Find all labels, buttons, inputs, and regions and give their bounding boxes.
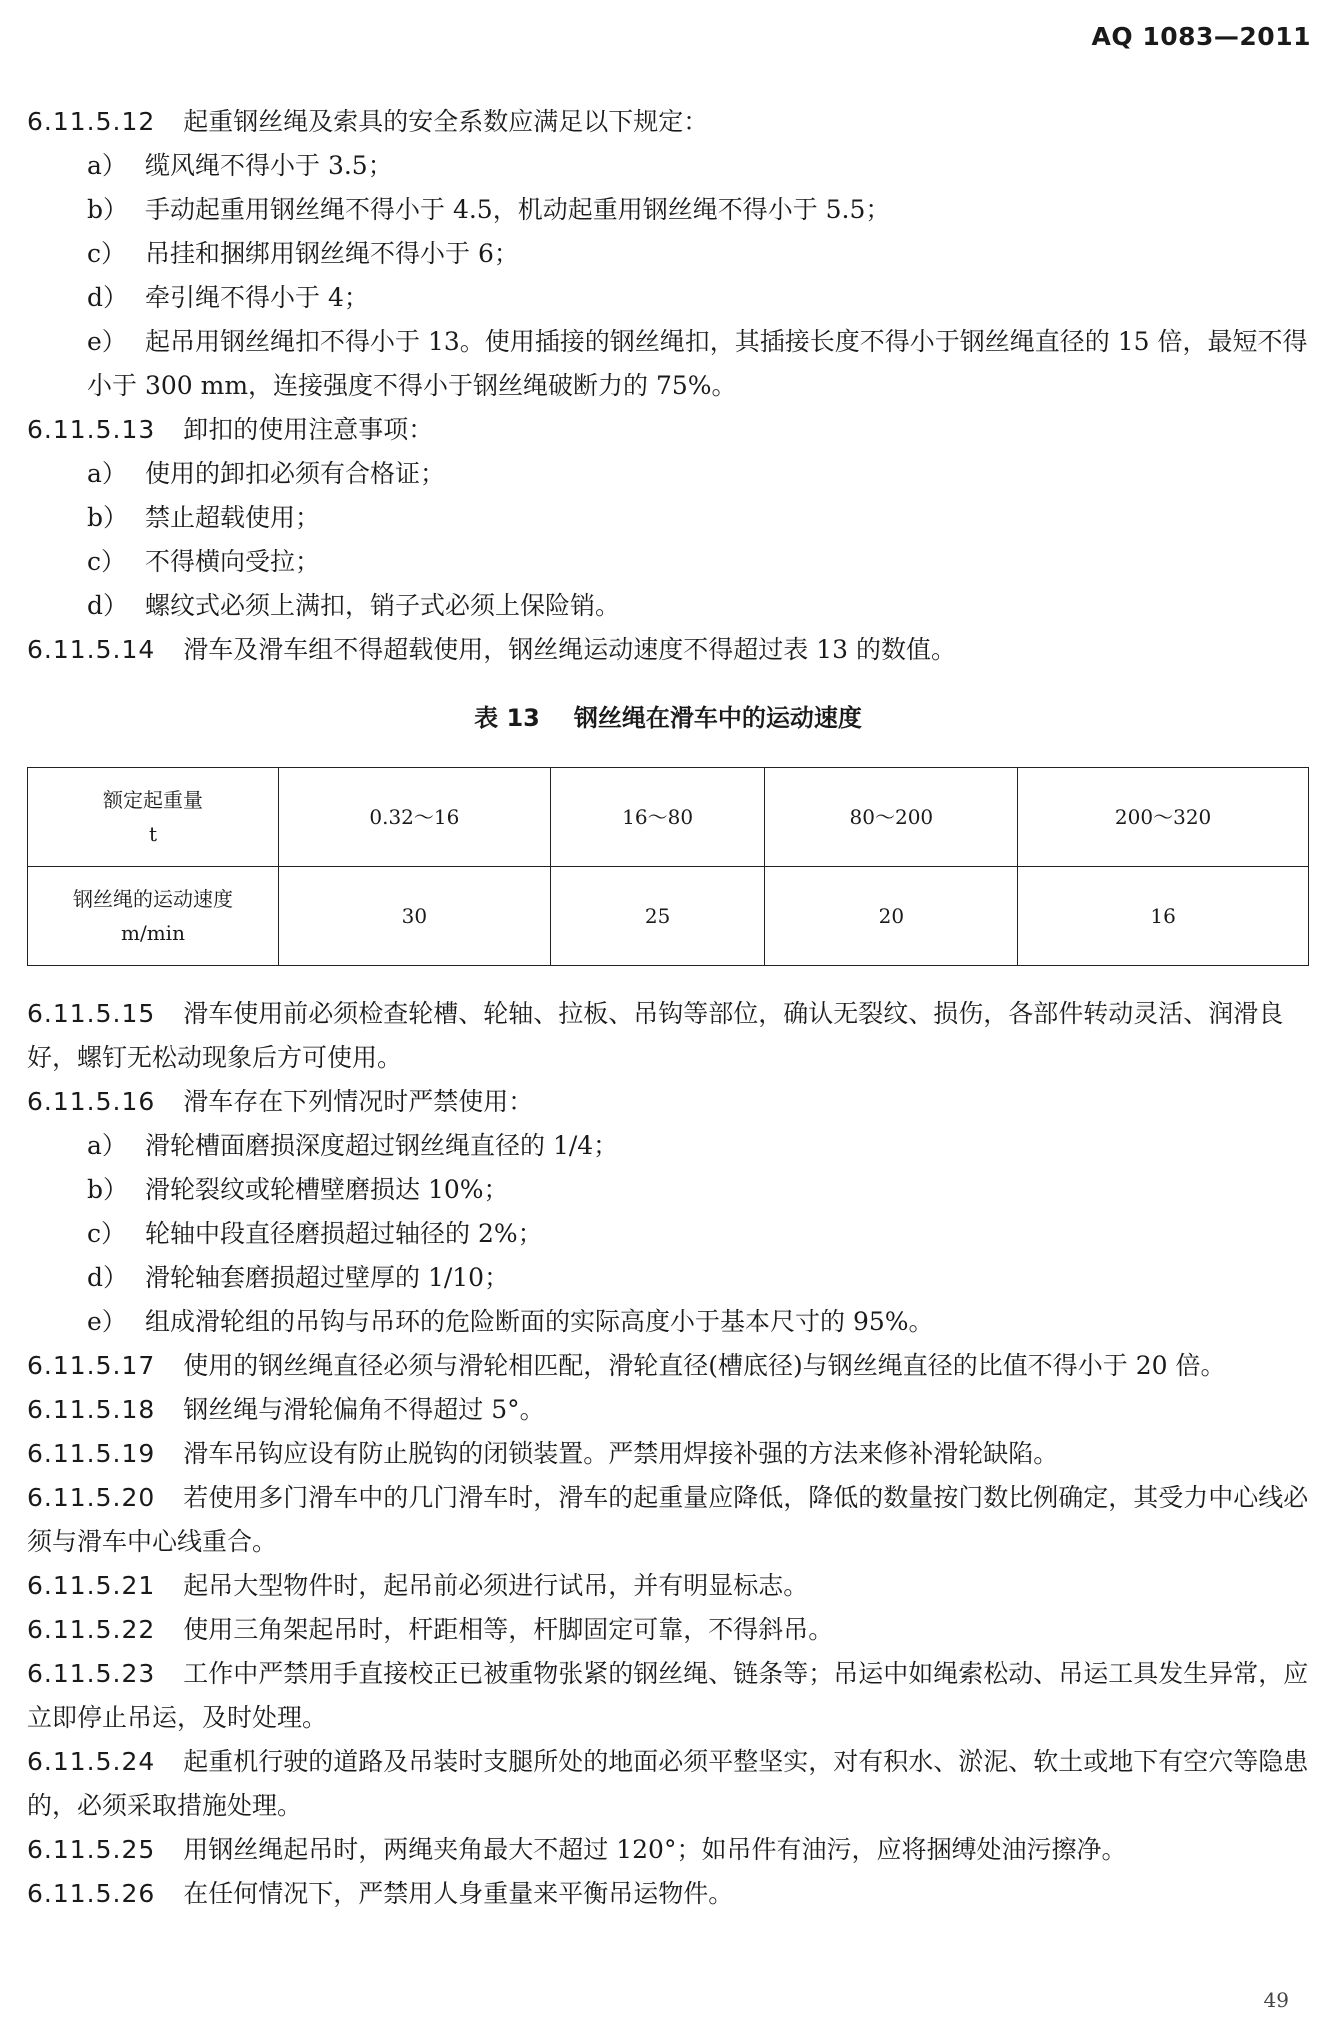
table-cell: 16 <box>1018 867 1309 966</box>
clause-number: 6.11.5.17 <box>27 1351 156 1380</box>
clause-text: 工作中严禁用手直接校正已被重物张紧的钢丝绳、链条等；吊运中如绳索松动、吊运工具发生异常，应立即停止吊运，及时处理。 <box>27 1659 1309 1732</box>
list-item <box>27 188 1309 232</box>
table-title <box>27 698 1309 733</box>
clause-text: 钢丝绳与滑轮偏角不得超过 5°。 <box>183 1395 545 1424</box>
item-text: 滑轮槽面磨损深度超过钢丝绳直径的 1/4； <box>145 1131 619 1160</box>
clause-number: 6.11.5.23 <box>27 1659 156 1688</box>
clause-6-11-5-12 <box>27 100 1309 144</box>
speed-table <box>27 767 1309 966</box>
item-label: b） <box>87 195 129 224</box>
table-cell: 20 <box>765 867 1018 966</box>
clause-text: 在任何情况下，严禁用人身重量来平衡吊运物件。 <box>183 1879 734 1908</box>
clause-number: 6.11.5.19 <box>27 1439 156 1468</box>
item-label: b） <box>87 503 129 532</box>
item-label: d） <box>87 591 129 620</box>
list-item <box>27 1300 1309 1344</box>
table-number: 表 13 <box>474 704 540 732</box>
clause-6-11-5-17 <box>27 1344 1309 1388</box>
clause-text: 使用的钢丝绳直径必须与滑轮相匹配，滑轮直径(槽底径)与钢丝绳直径的比值不得小于 20 倍。 <box>183 1351 1226 1380</box>
clause-number: 6.11.5.24 <box>27 1747 156 1776</box>
standard-code: AQ 1083—2011 <box>1091 22 1311 51</box>
item-text: 缆风绳不得小于 3.5； <box>145 151 393 180</box>
list-item <box>27 496 1309 540</box>
list-item <box>27 232 1309 276</box>
item-text: 禁止超载使用； <box>145 503 321 532</box>
clause-text: 滑车存在下列情况时严禁使用： <box>183 1087 534 1116</box>
clause-text: 卸扣的使用注意事项： <box>183 415 434 444</box>
clause-6-11-5-26 <box>27 1872 1309 1916</box>
clause-text: 用钢丝绳起吊时，两绳夹角最大不超过 120°；如吊件有油污，应将捆缚处油污擦净。 <box>183 1835 1127 1864</box>
item-text: 轮轴中段直径磨损超过轴径的 2%； <box>145 1219 543 1248</box>
clause-text: 起重钢丝绳及索具的安全系数应满足以下规定： <box>183 107 709 136</box>
clause-6-11-5-20 <box>27 1476 1309 1564</box>
clause-text: 滑车吊钩应设有防止脱钩的闭锁装置。严禁用焊接补强的方法来修补滑轮缺陷。 <box>183 1439 1059 1468</box>
clause-number: 6.11.5.12 <box>27 107 156 136</box>
clause-number: 6.11.5.25 <box>27 1835 156 1864</box>
item-label: e） <box>87 327 127 356</box>
item-label: b） <box>87 1175 129 1204</box>
clause-number: 6.11.5.22 <box>27 1615 156 1644</box>
list-item <box>27 144 1309 188</box>
item-text: 螺纹式必须上满扣，销子式必须上保险销。 <box>145 591 621 620</box>
item-text: 组成滑轮组的吊钩与吊环的危险断面的实际高度小于基本尺寸的 95%。 <box>145 1307 934 1336</box>
item-text: 使用的卸扣必须有合格证； <box>145 459 446 488</box>
page-number: 49 <box>1263 1988 1289 2012</box>
list-item <box>27 540 1309 584</box>
item-label: d） <box>87 283 129 312</box>
clause-text: 滑车及滑车组不得超载使用，钢丝绳运动速度不得超过表 13 的数值。 <box>183 635 956 664</box>
item-label: c） <box>87 1219 127 1248</box>
clause-number: 6.11.5.14 <box>27 635 156 664</box>
clause-number: 6.11.5.26 <box>27 1879 156 1908</box>
document-body <box>27 100 1309 1916</box>
clause-text: 滑车使用前必须检查轮槽、轮轴、拉板、吊钩等部位，确认无裂纹、损伤，各部件转动灵活、润滑良好，螺钉无松动现象后方可使用。 <box>27 999 1284 1072</box>
list-item <box>27 1124 1309 1168</box>
list-item <box>27 320 1309 408</box>
table-row <box>28 768 1309 867</box>
item-label: d） <box>87 1263 129 1292</box>
clause-6-11-5-24 <box>27 1740 1309 1828</box>
clause-number: 6.11.5.15 <box>27 999 156 1028</box>
table-cell: 16～80 <box>550 768 765 867</box>
list-item <box>27 452 1309 496</box>
clause-6-11-5-16 <box>27 1080 1309 1124</box>
item-label: c） <box>87 547 127 576</box>
clause-number: 6.11.5.13 <box>27 415 156 444</box>
table-cell: 80～200 <box>765 768 1018 867</box>
clause-6-11-5-15 <box>27 992 1309 1080</box>
clause-6-11-5-22 <box>27 1608 1309 1652</box>
item-text: 滑轮裂纹或轮槽壁磨损达 10%； <box>145 1175 509 1204</box>
clause-6-11-5-25 <box>27 1828 1309 1872</box>
item-text: 吊挂和捆绑用钢丝绳不得小于 6； <box>145 239 519 268</box>
table-cell: 25 <box>550 867 765 966</box>
list-item <box>27 584 1309 628</box>
clause-text: 起吊大型物件时，起吊前必须进行试吊，并有明显标志。 <box>183 1571 809 1600</box>
table-cell: 200～320 <box>1018 768 1309 867</box>
clause-6-11-5-23 <box>27 1652 1309 1740</box>
clause-text: 起重机行驶的道路及吊装时支腿所处的地面必须平整坚实，对有积水、淤泥、软土或地下有空穴等隐患的，必须采取措施处理。 <box>27 1747 1309 1820</box>
table-caption: 钢丝绳在滑车中的运动速度 <box>573 704 862 732</box>
table-row <box>28 867 1309 966</box>
clause-number: 6.11.5.18 <box>27 1395 156 1424</box>
table-cell: 0.32～16 <box>279 768 551 867</box>
clause-number: 6.11.5.21 <box>27 1571 156 1600</box>
clause-6-11-5-21 <box>27 1564 1309 1608</box>
table-header-cell: 额定起重量 t <box>28 768 279 867</box>
item-text: 滑轮轴套磨损超过壁厚的 1/10； <box>145 1263 510 1292</box>
clause-number: 6.11.5.20 <box>27 1483 156 1512</box>
table-header-cell: 钢丝绳的运动速度 m/min <box>28 867 279 966</box>
clause-6-11-5-18 <box>27 1388 1309 1432</box>
item-label: a） <box>87 1131 127 1160</box>
item-label: e） <box>87 1307 127 1336</box>
item-text: 不得横向受拉； <box>145 547 321 576</box>
item-text: 起吊用钢丝绳扣不得小于 13。使用插接的钢丝绳扣，其插接长度不得小于钢丝绳直径的 15 倍，最短不得小于 300 mm，连接强度不得小于钢丝绳破断力的 75%。 <box>87 327 1308 400</box>
table-cell: 30 <box>279 867 551 966</box>
item-label: c） <box>87 239 127 268</box>
list-item <box>27 1168 1309 1212</box>
item-text: 手动起重用钢丝绳不得小于 4.5，机动起重用钢丝绳不得小于 5.5； <box>145 195 891 224</box>
list-item <box>27 1212 1309 1256</box>
item-text: 牵引绳不得小于 4； <box>145 283 369 312</box>
clause-6-11-5-13 <box>27 408 1309 452</box>
list-item <box>27 1256 1309 1300</box>
clause-6-11-5-19 <box>27 1432 1309 1476</box>
list-item <box>27 276 1309 320</box>
clause-6-11-5-14 <box>27 628 1309 672</box>
item-label: a） <box>87 459 127 488</box>
clause-text: 若使用多门滑车中的几门滑车时，滑车的起重量应降低，降低的数量按门数比例确定，其受力中心线必须与滑车中心线重合。 <box>27 1483 1309 1556</box>
item-label: a） <box>87 151 127 180</box>
clause-text: 使用三角架起吊时，杆距相等，杆脚固定可靠，不得斜吊。 <box>183 1615 834 1644</box>
clause-number: 6.11.5.16 <box>27 1087 156 1116</box>
